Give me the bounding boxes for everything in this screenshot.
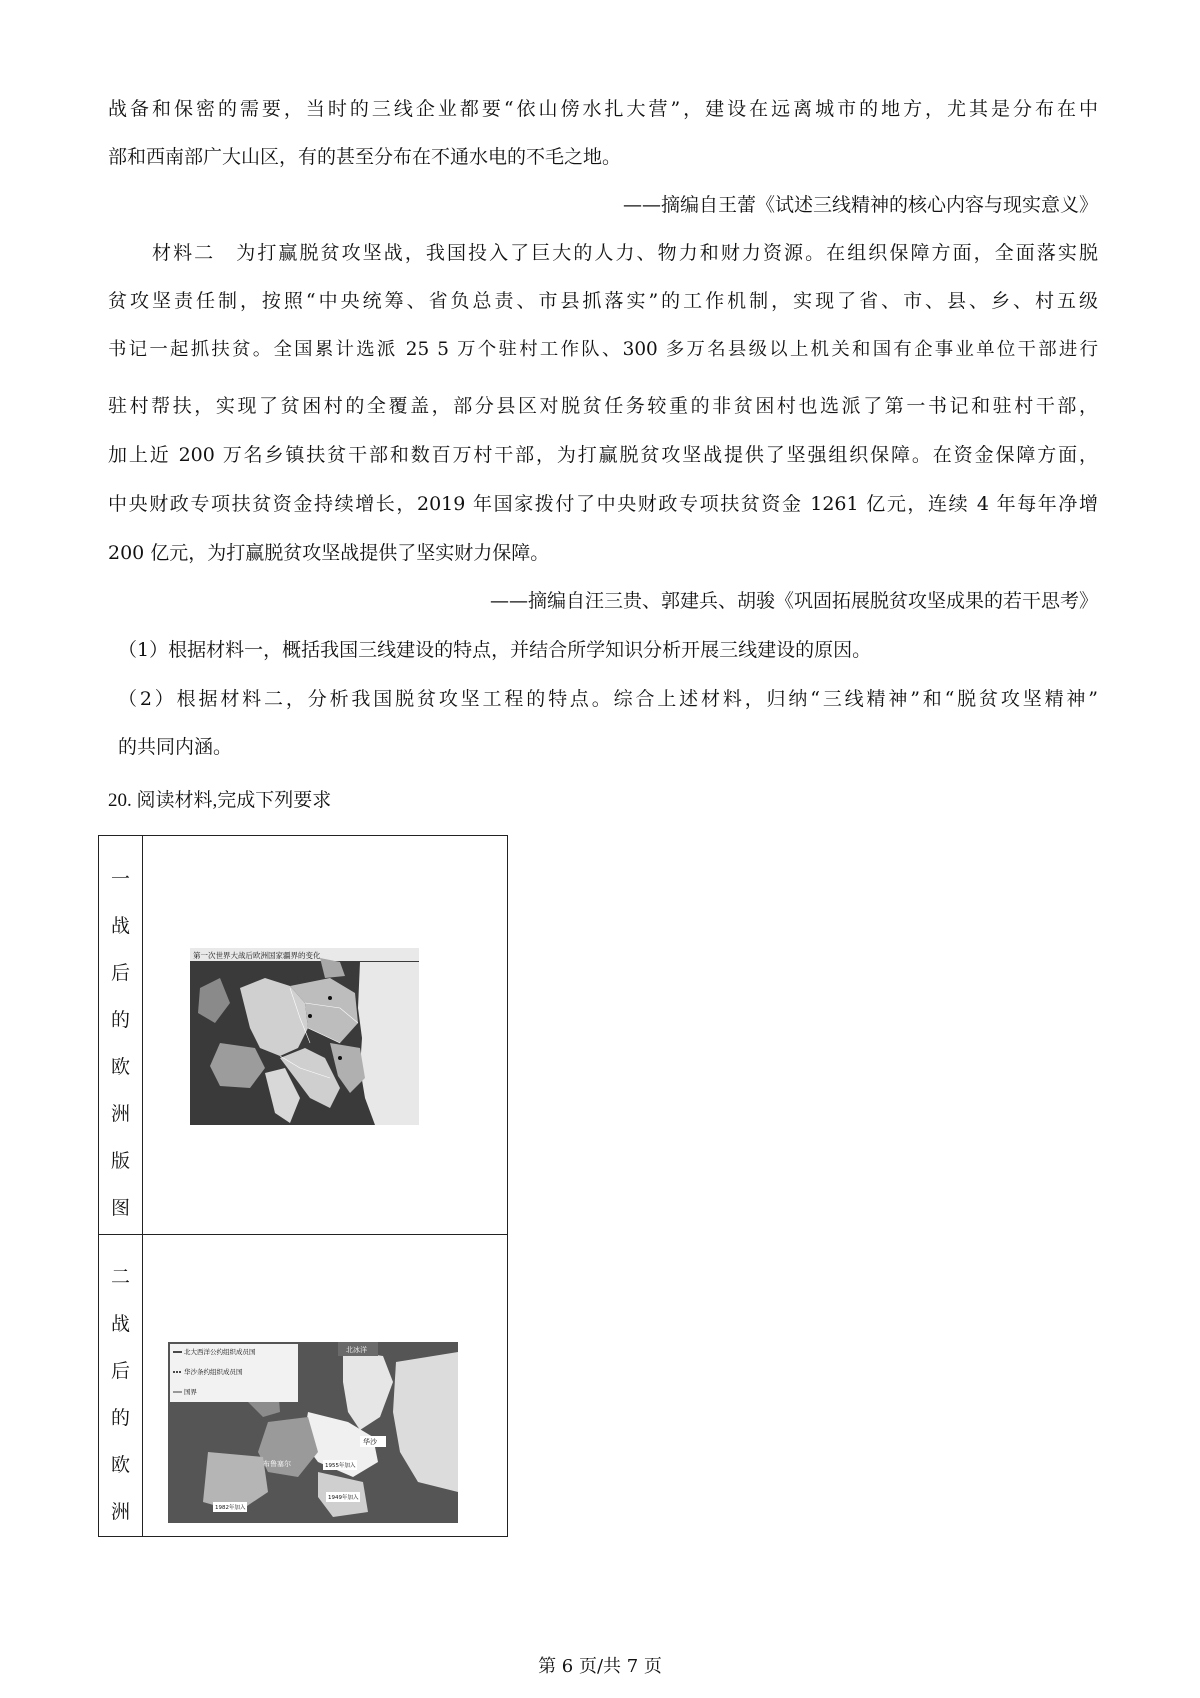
text-line: 贫攻坚责任制，按照“中央统筹、省负总责、市县抓落实”的工作机制，实现了省、市、县、乡、村五级 bbox=[108, 290, 1098, 312]
map2-label-1982: 1982年加入 bbox=[215, 1505, 246, 1511]
map2-label-1949: 1949年加入 bbox=[328, 1495, 359, 1501]
question-1: （1）根据材料一，概括我国三线建设的特点，并结合所学知识分析开展三线建设的原因。 bbox=[118, 639, 872, 661]
text-line: 材料二 为打赢脱贫攻坚战，我国投入了巨大的人力、物力和财力资源。在组织保障方面，全面落实脱 bbox=[152, 242, 1098, 264]
text-line: 战备和保密的需要，当时的三线企业都要“依山傍水扎大营”，建设在远离城市的地方，尤其是分布在中 bbox=[108, 98, 1098, 120]
ww1-europe-map bbox=[190, 948, 419, 1125]
ww2-europe-map bbox=[168, 1342, 458, 1523]
text-line: 中央财政专项扶贫资金持续增长，2019 年国家拨付了中央财政专项扶贫资金 1261 亿元，连续 4 年每年净增 bbox=[108, 493, 1098, 515]
question-2-cont: 的共同内涵。 bbox=[118, 736, 233, 758]
map2-legend-nato: 北大西洋公约组织成员国 bbox=[184, 1348, 256, 1356]
question-20-heading: 20. 阅读材料,完成下列要求 bbox=[108, 790, 332, 811]
page-footer: 第 6 页/共 7 页 bbox=[538, 1656, 662, 1677]
text-line: 驻村帮扶，实现了贫困村的全覆盖，部分县区对脱贫任务较重的非贫困村也选派了第一书记和驻村干部， bbox=[108, 395, 1098, 417]
map2-label-1955: 1955年加入 bbox=[325, 1463, 356, 1469]
map1-title: 第一次世界大战后欧洲国家疆界的变化 bbox=[193, 951, 321, 960]
map2-legend-border: 国界 bbox=[184, 1388, 197, 1396]
source-citation: ——摘编自王蕾《试述三线精神的核心内容与现实意义》 bbox=[622, 194, 1098, 216]
column-divider bbox=[142, 836, 143, 1536]
text-line: 部和西南部广大山区，有的甚至分布在不通水电的不毛之地。 bbox=[108, 146, 622, 168]
row-label-ww2: 二 战 后 的 欧 洲 bbox=[110, 1266, 130, 1523]
map2-label-warsaw: 华沙 bbox=[363, 1438, 377, 1446]
source-citation: ——摘编自汪三贵、郭建兵、胡骏《巩固拓展脱贫攻坚成果的若干思考》 bbox=[489, 590, 1098, 612]
material-table bbox=[98, 835, 508, 1537]
row-label-ww1: 一 战 后 的 欧 洲 版 图 bbox=[110, 868, 130, 1219]
text-line: 加上近 200 万名乡镇扶贫干部和数百万村干部，为打赢脱贫攻坚战提供了坚强组织保障。在资金保障方面， bbox=[108, 444, 1098, 466]
row-divider bbox=[99, 1234, 507, 1235]
text-line: 书记一起抓扶贫。全国累计选派 25 5 万个驻村工作队、300 多万名县级以上机关和国有企事业单位干部进行 bbox=[108, 339, 1098, 360]
map2-label-arctic: 北冰洋 bbox=[346, 1346, 367, 1354]
question-2: （2）根据材料二，分析我国脱贫攻坚工程的特点。综合上述材料，归纳“三线精神”和“脱贫攻坚精神” bbox=[118, 688, 1098, 710]
text-line: 200 亿元，为打赢脱贫攻坚战提供了坚实财力保障。 bbox=[108, 542, 550, 564]
map2-legend-warsaw: 华沙条约组织成员国 bbox=[184, 1368, 243, 1376]
map2-label-brussels: 布鲁塞尔 bbox=[263, 1460, 291, 1468]
